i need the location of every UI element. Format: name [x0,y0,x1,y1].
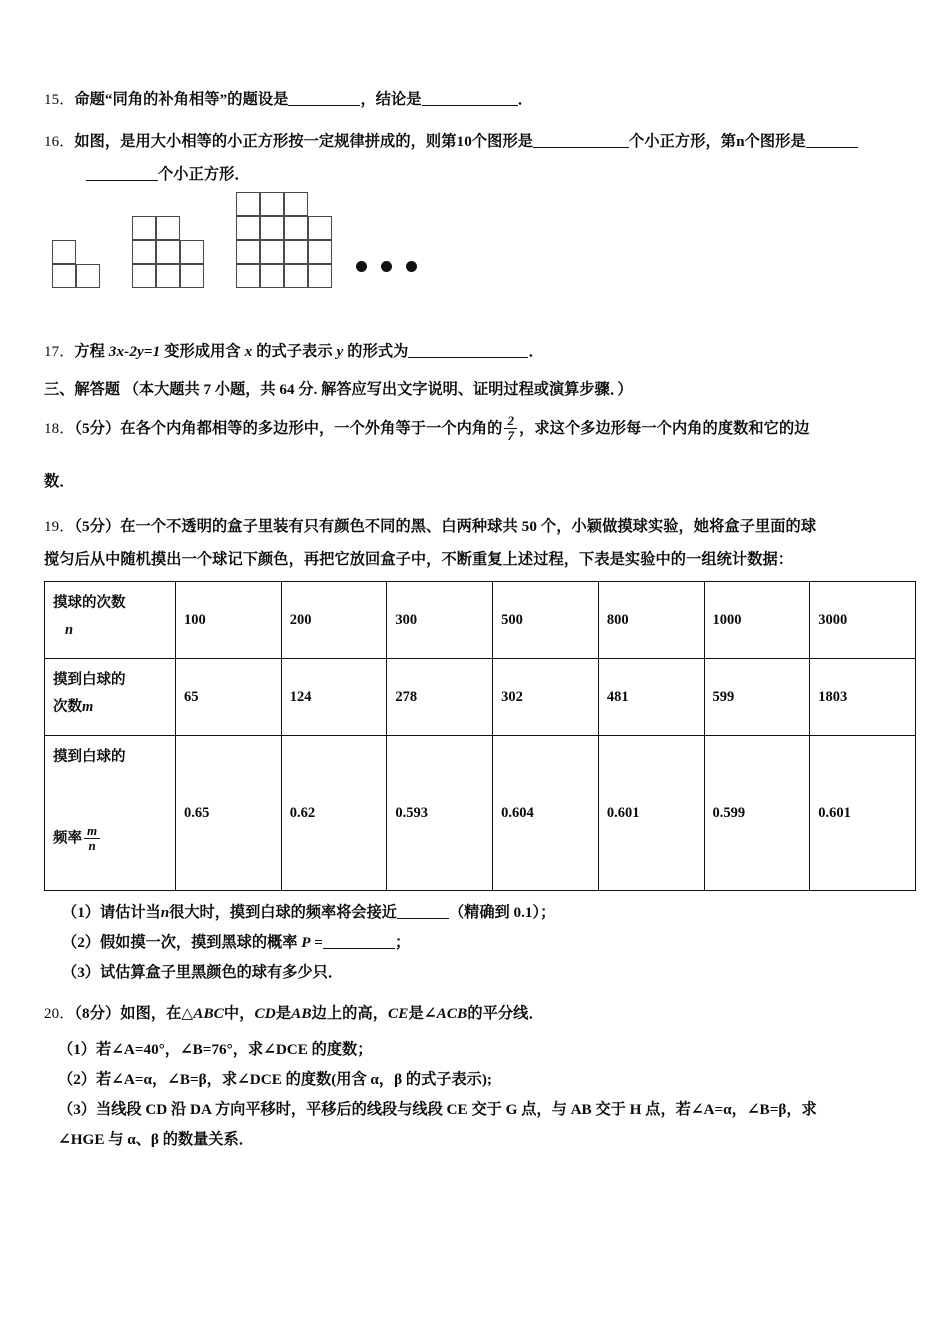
question-20-segment-cd: CD [254,1005,276,1023]
question-19-sub-2-blank[interactable] [323,948,395,949]
question-20-sub-1: （1）若∠A=40°，∠B=76°，求∠DCE 的度数； [58,1041,373,1059]
question-17-text-c: 的式子表示 [256,343,333,361]
figure-1-grid [52,240,100,288]
figure-2-cell [156,264,180,288]
figure-3-cell [236,240,260,264]
row-header-draw-count [45,582,176,659]
page-content [44,88,916,1158]
row-header-line-1: 摸球的次数 [53,595,126,612]
fraction-numerator: m [87,823,98,839]
question-19-sub-1 [44,901,916,922]
row-header-line-2: 频率 [53,830,82,847]
question-20-triangle-abc: ABC [193,1005,224,1023]
row-header-frequency-wrap [53,825,167,854]
figure-2-cell [132,240,156,264]
figure-3-cell [284,216,308,240]
dot-icon [381,261,392,272]
question-19-sub-2-text-a: （2）假如摸一次，摸到黑球的概率 [62,934,298,952]
question-18-continuation: 数． [44,472,75,490]
row-header-line-1: 摸到白球的 [53,749,126,766]
table-cell: 3000 [810,582,916,659]
table-cell: 800 [598,582,704,659]
question-19 [44,515,916,539]
fraction-m-over-n [84,824,100,853]
question-18-text-b: ，求这个多边形每一个内角的度数和它的边 [519,420,810,438]
question-17 [44,340,916,364]
figure-2-cell [156,240,180,264]
ellipsis-dots-icon [356,261,417,272]
question-15-text-b: ，结论是 [360,91,422,108]
question-16-blank-2a[interactable] [806,147,858,148]
question-17-text-d: 的形式为 [347,343,409,361]
question-15 [44,88,916,112]
question-19-sub-2-text-b: ； [394,934,411,952]
question-15-text-a: 命题“同角的补角相等”的题设是 [74,91,289,108]
figure-3-cell [308,240,332,264]
figure-3-cell [260,192,284,216]
figure-3-cell [260,216,284,240]
question-20-lead [44,1002,916,1026]
question-15-number: 15． [44,92,75,108]
figure-2-cell [132,216,156,240]
question-20-lead-f: 的平分线． [467,1005,544,1023]
question-20-lead-a: 如图，在△ [120,1005,194,1023]
question-19-sub-2-equals: = [314,934,323,952]
question-16-text-e: 个小正方形． [158,165,250,183]
figure-3-cell [236,264,260,288]
question-20-lead-b: 中， [223,1005,255,1023]
figure-3-cell [236,192,260,216]
table-cell: 500 [493,582,599,659]
row-header-line-2: 次数 [53,699,82,716]
table-row [45,659,916,736]
figure-2-cell [132,264,156,288]
table-cell: 1000 [704,582,810,659]
question-16-text-c: 个小正方形，第 [629,133,737,151]
table-cell: 278 [387,659,493,736]
question-16-blank-2b[interactable] [86,180,158,181]
question-20-lead-d: 边上的高， [311,1005,389,1023]
row-header-line-1: 摸到白球的 [53,672,126,689]
figure-1-cell [52,240,76,264]
figure-2-cell [156,216,180,240]
figure-2-cell [180,264,204,288]
question-16-bold-n: n [736,133,745,151]
figure-2-grid [132,216,204,288]
table-cell: 0.604 [493,736,599,891]
row-header-white-count [45,659,176,736]
table-cell: 0.601 [810,736,916,891]
figure-3-cell [260,264,284,288]
table-row [45,582,916,659]
question-20-lead-e: 是∠ [408,1005,437,1023]
question-19-sub-2 [44,931,916,952]
figure-3-cell [260,240,284,264]
question-19-sub-1-text-b: 很大时，摸到白球的频率将会接近 [169,904,397,922]
table-cell: 0.601 [598,736,704,891]
question-19-sub-1-text-c: （精确到 0.1）； [448,904,556,922]
table-cell: 200 [281,582,387,659]
question-16-blank-1[interactable] [533,147,629,148]
question-16-text-b: 个图形是 [471,133,534,151]
figure-1 [52,240,100,288]
table-cell: 0.599 [704,736,810,891]
table-cell: 599 [704,659,810,736]
question-16 [44,130,916,186]
table-cell: 300 [387,582,493,659]
square-pattern-figures [44,200,916,318]
table-cell: 124 [281,659,387,736]
question-19-sub-1-blank[interactable] [397,918,449,919]
section-3-title: 三、解答题 [44,381,120,399]
table-cell: 0.65 [176,736,282,891]
question-19-points: （5分） [74,518,121,536]
table-cell: 1803 [810,659,916,736]
question-18-text-a: 在各个内角都相等的多边形中，一个外角等于一个内角的 [120,420,503,438]
table-cell: 0.62 [281,736,387,891]
table-cell: 0.593 [387,736,493,891]
fraction-denominator: 7 [504,428,517,443]
question-20-points: （8分） [74,1005,121,1023]
figure-3-cell [284,264,308,288]
table-cell: 65 [176,659,282,736]
question-19-sub-1-var-n: n [160,904,170,922]
question-15-blank-1[interactable] [288,105,360,106]
figure-1-cell [52,264,76,288]
figure-3 [236,192,332,288]
figure-3-cell [308,216,332,240]
question-16-text-d: 个图形是 [744,133,806,151]
row-header-variable-m: m [82,699,94,716]
table-row [45,736,916,891]
question-18-points: （5分） [74,420,121,438]
question-16-number: 16． [44,134,75,151]
question-20-segment-ab: AB [291,1005,312,1023]
section-3-heading [44,378,916,399]
question-17-text-b: 变形成用含 [164,343,241,361]
question-17-blank[interactable] [408,357,528,358]
figure-1-cell [76,264,100,288]
question-19-sub-1-text-a: （1）请估计当 [62,904,161,922]
question-17-var-y: y [336,343,344,361]
question-19-number: 19． [44,519,75,536]
section-3-description: （本大题共 7 小题，共 64 分. 解答应写出文字说明、证明过程或演算步骤．） [123,381,633,399]
question-20-angle-acb: ACB [436,1005,468,1023]
question-19-sub-2-var-p: P [301,934,311,952]
figure-3-cell [284,240,308,264]
question-19-line-1: 在一个不透明的盒子里装有只有颜色不同的黑、白两种球共 50 个，小颖做摸球实验，她将盒子里面的球 [120,518,817,536]
question-16-bold-ten: 10 [456,133,472,151]
question-20-number: 20． [44,1006,75,1023]
figure-2 [132,216,204,288]
fraction-denominator: n [84,838,100,853]
figure-3-cell [308,264,332,288]
question-20-segment-ce: CE [388,1005,409,1023]
question-19-line-2: 搅匀后从中随机摸出一个球记下颜色，再把它放回盒子中，不断重复上述过程，下表是实验中的一组统计数据： [44,550,794,568]
question-18 [44,415,916,444]
fraction-two-sevenths [504,414,517,443]
row-header-variable-n: n [65,622,74,639]
row-header-white-frequency [45,736,176,891]
figure-3-cell [284,192,308,216]
question-18-number: 18． [44,421,75,438]
question-17-text-a: 方程 [74,343,105,361]
question-16-continuation [86,163,916,187]
question-17-number: 17． [44,344,75,361]
table-cell: 100 [176,582,282,659]
figure-2-cell [180,240,204,264]
question-16-text-a: 如图，是用大小相等的小正方形按一定规律拼成的，则第 [74,133,457,151]
question-19-sub-3: （3）试估算盒子里黑颜色的球有多少只． [62,964,343,982]
fraction-numerator: 2 [507,413,515,429]
question-15-text-c: ． [517,91,533,108]
question-17-text-e: ． [528,343,544,361]
question-17-equation: 3x-2y=1 [108,343,161,361]
question-17-var-x: x [244,343,253,361]
experiment-data-table [44,581,916,891]
figure-3-grid [236,192,332,288]
dot-icon [356,261,367,272]
table-cell: 481 [598,659,704,736]
question-20-sub-3-line-2: ∠HGE 与 α、β 的数量关系． [58,1131,254,1149]
figure-3-cell [236,216,260,240]
question-20-sub-3-line-1: （3）当线段 CD 沿 DA 方向平移时，平移后的线段与线段 CE 交于 G 点，与 AB 交于 H 点，若∠A=α，∠B=β，求 [58,1101,817,1119]
question-20-lead-c: 是 [275,1005,292,1023]
dot-icon [406,261,417,272]
question-15-blank-2[interactable] [422,105,518,106]
question-20 [44,1002,916,1149]
question-20-sub-2: （2）若∠A=α，∠B=β，求∠DCE 的度数(用含 α，β 的式子表示); [58,1071,492,1089]
table-cell: 302 [493,659,599,736]
